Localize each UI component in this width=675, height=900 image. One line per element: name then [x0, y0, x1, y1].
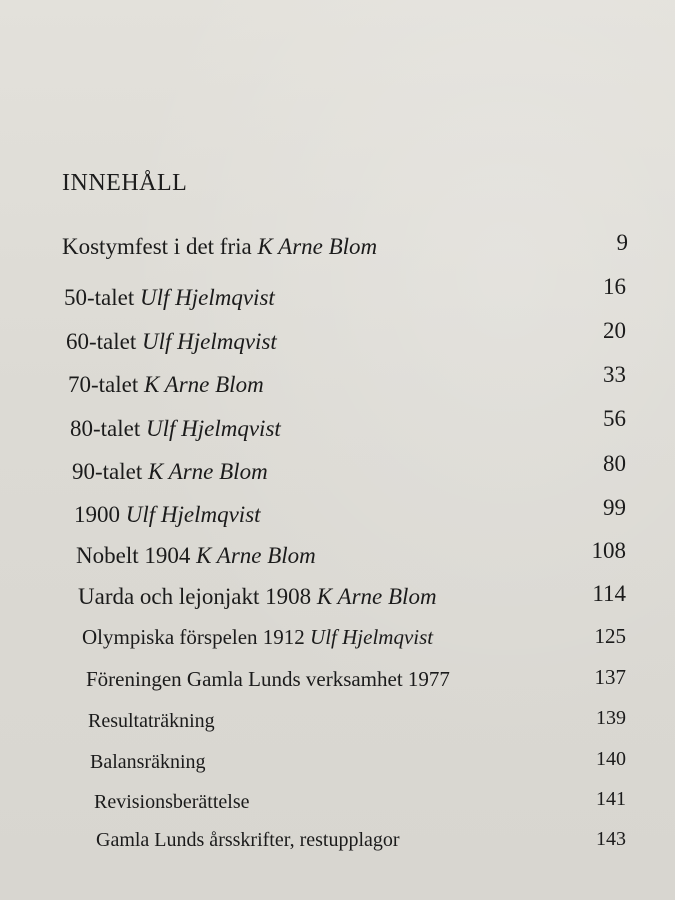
toc-entry-author: K Arne Blom	[316, 584, 437, 609]
toc-entry	[76, 539, 316, 573]
toc-entry	[74, 498, 261, 532]
toc-entry-author: K Arne Blom	[257, 234, 378, 259]
toc-entry-page: 33	[603, 362, 626, 387]
toc-entry-title: Kostymfest i det fria	[62, 234, 252, 259]
toc-entry-author: Ulf Hjelmqvist	[142, 329, 277, 354]
toc-entry-title: Uarda och lejonjakt 1908	[78, 584, 312, 609]
toc-entry-title: 1900	[74, 502, 120, 527]
toc-entry	[70, 412, 281, 446]
toc-entry-title: Resultaträkning	[88, 710, 215, 732]
toc-entry-title: Olympiska förspelen 1912	[82, 625, 305, 649]
toc-entry	[94, 785, 250, 819]
toc-entry-title: 50-talet	[64, 285, 135, 310]
toc-entry	[88, 704, 215, 738]
toc-entry-page: 80	[603, 451, 626, 476]
toc-entry-title: 60-talet	[66, 329, 137, 354]
toc-entry	[66, 325, 277, 359]
toc-entry-page: 108	[591, 538, 626, 563]
toc-entry-title: 70-talet	[68, 372, 139, 397]
toc-entry	[90, 745, 206, 779]
toc-entry-author: Ulf Hjelmqvist	[310, 625, 434, 649]
toc-entry-author: Ulf Hjelmqvist	[146, 416, 281, 441]
toc-entry-page: 16	[603, 274, 626, 299]
toc-entry-author: Ulf Hjelmqvist	[125, 502, 261, 527]
toc-entry	[62, 230, 377, 264]
toc-entry-author: K Arne Blom	[144, 372, 264, 397]
toc-entry	[82, 620, 433, 654]
toc-entry-page: 143	[596, 828, 626, 850]
toc-entry-page: 139	[596, 707, 626, 729]
toc-entry-page: 137	[594, 665, 626, 689]
toc-entry	[78, 580, 437, 614]
toc-entry-title: Revisionsberättelse	[94, 791, 250, 813]
toc-entry-title: 80-talet	[70, 416, 141, 441]
toc-entry-title: Nobelt 1904	[76, 543, 191, 568]
toc-entry-page: 9	[616, 230, 628, 255]
toc-entry-page: 141	[596, 788, 626, 810]
toc-entry-page: 20	[603, 318, 626, 343]
toc-entry-title: 90-talet	[72, 459, 143, 484]
toc-entry	[86, 662, 450, 696]
toc-entry-page: 114	[592, 581, 626, 606]
toc-entry	[68, 368, 264, 402]
toc-entry-author: K Arne Blom	[148, 459, 268, 484]
toc-entry-author: K Arne Blom	[196, 543, 316, 568]
toc-entry-title: Föreningen Gamla Lunds verksamhet 1977	[86, 667, 450, 691]
toc-entry	[72, 455, 268, 489]
toc-entry-page: 56	[603, 406, 626, 431]
toc-entry-page: 99	[603, 495, 626, 520]
toc-entry-page: 125	[594, 624, 626, 648]
toc-entry-title: Balansräkning	[90, 751, 206, 773]
toc-entry-title: Gamla Lunds årsskrifter, restupplagor	[96, 829, 400, 851]
toc-heading: INNEHÅLL	[62, 170, 188, 196]
toc-entry-author: Ulf Hjelmqvist	[140, 285, 275, 310]
toc-entry-page: 140	[596, 748, 626, 770]
toc-entry	[64, 281, 275, 315]
toc-entry	[96, 823, 400, 857]
